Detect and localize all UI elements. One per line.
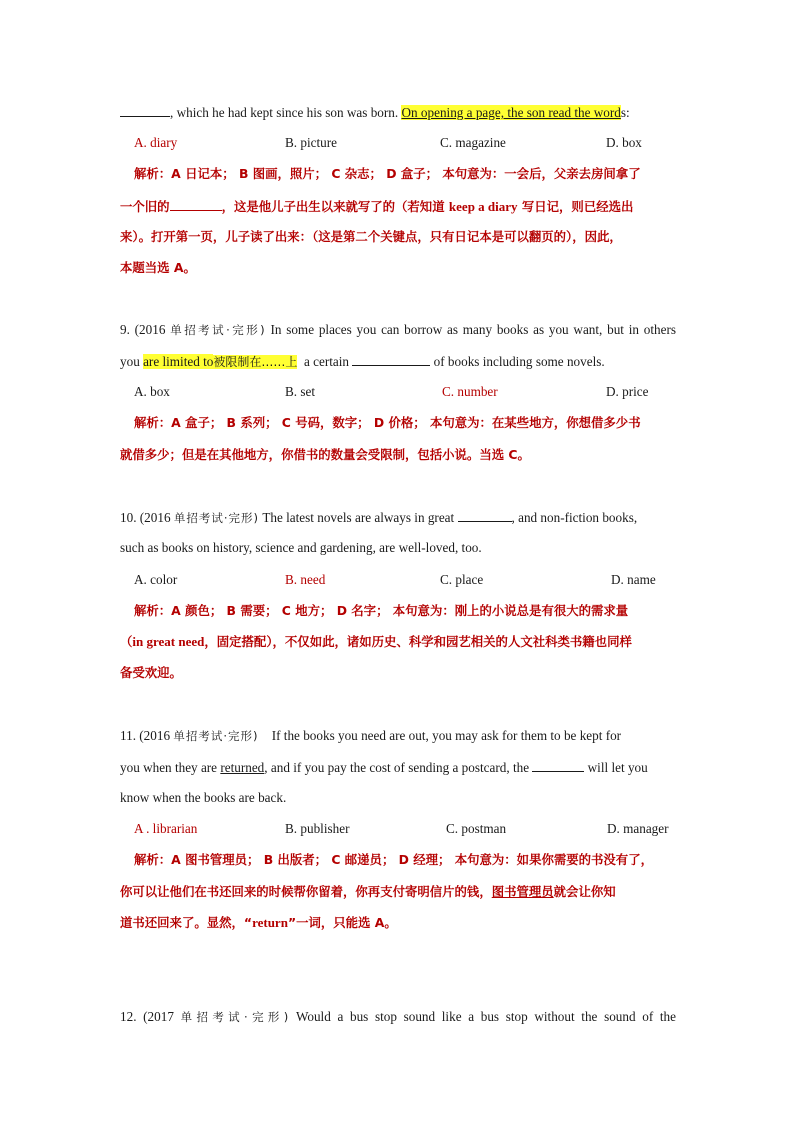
- q11-options: [0, 821, 794, 837]
- q12-source: 单招考试·完形): [180, 1010, 290, 1024]
- q10-option-d: D. name: [611, 572, 656, 587]
- q11-stem-line2: you when they are returned, and if you pay the cost of sending a postcard, the will let you: [120, 760, 648, 775]
- q8-option-d: D. box: [606, 135, 642, 150]
- q8-highlight: On opening a page, the son read the word: [401, 105, 621, 120]
- q10-stem-line2: such as books on history, science and gardening, are well-loved, too.: [120, 540, 482, 555]
- q8-explanation-line2: 一个旧的 ，这是他儿子出生以来就写了的（若知道 keep a diary 写日记，则已经选出: [120, 199, 634, 214]
- q11-explanation-line1: 解析：A 图书管理员； B 出版者； C 邮递员； D 经理； 本句意为：如果你需要的书没有了，: [134, 852, 653, 867]
- q9-explanation-line1: 解析：A 盒子； B 系列； C 号码，数字； D 价格； 本句意为：在某些地方，你想借多少书: [134, 415, 641, 430]
- q8-explanation-line1: 解析：A 日记本； B 图画，照片； C 杂志； D 盒子； 本句意为：一会后，父亲去房间拿了: [134, 166, 641, 181]
- q10-options: [0, 572, 794, 588]
- q9-explanation-line2: 就借多少；但是在其他地方，你借书的数量会受限制，包括小说。当选 C。: [120, 447, 530, 462]
- q10-source: 单招考试·完形): [173, 511, 260, 525]
- q10-option-a: A. color: [134, 572, 178, 587]
- q10-option-c: C. place: [440, 572, 484, 587]
- q8-text-end: s:: [620, 105, 630, 120]
- answer-blank: [458, 509, 512, 522]
- q10-explanation-line3: 备受欢迎。: [120, 665, 182, 680]
- q8-option-c: C. magazine: [440, 135, 506, 150]
- q8-explanation-line4: 本题当选 A。: [120, 260, 196, 275]
- q11-option-d: D. manager: [607, 821, 669, 836]
- q8-options: [0, 135, 794, 151]
- q11-option-a: A . librarian: [134, 821, 198, 836]
- q9-stem-line1: 9. (2016 单招考试·完形) In some places you can borrow as many books as you want, but in others: [120, 322, 676, 337]
- q11-option-c: C. postman: [446, 821, 507, 836]
- q12-stem-line1: 12. (2017 单招考试·完形) Would a bus stop sound like a bus stop without the sound of the: [120, 1009, 677, 1024]
- q11-underlined-word: returned: [220, 760, 265, 775]
- q11-stem-line1: 11. (2016 单招考试·完形) If the books you need are out, you may ask for them to be kept for: [120, 728, 622, 743]
- q10-explanation-line1: 解析：A 颜色； B 需要； C 地方； D 名字； 本句意为：刚上的小说总是有很大的需求量: [134, 603, 629, 618]
- q10-stem-line1: 10. (2016 单招考试·完形) The latest novels are always in great , and non-fiction books,: [120, 510, 638, 525]
- q8-option-b: B. picture: [285, 135, 338, 150]
- q8-text: , which he had kept since his son was born.: [170, 105, 399, 120]
- q9-option-b: B. set: [285, 384, 316, 399]
- answer-blank: [532, 759, 584, 772]
- q9-stem-line2: you are limited to被限制在……上 a certain of books including some novels.: [120, 354, 605, 369]
- q11-option-b: B. publisher: [285, 821, 350, 836]
- answer-blank: [352, 353, 430, 366]
- q9-option-d: D. price: [606, 384, 649, 399]
- q10-option-b: B. need: [285, 572, 326, 587]
- q9-source: 单招考试·完形): [170, 323, 266, 337]
- q8-stem-line: [120, 104, 676, 121]
- q10-explanation-line2: （in great need，固定搭配），不仅如此，诸如历史、科学和园艺相关的人文社科类书籍也同样: [120, 634, 632, 649]
- q8-explanation-line3: 来）。打开第一页，儿子读了出来：（这是第二个关键点，只有日记本是可以翻页的），因此，: [120, 229, 622, 244]
- q11-stem-line3: know when the books are back.: [120, 790, 287, 805]
- q9-highlight: are limited to: [143, 354, 214, 369]
- q8-option-a: A. diary: [134, 135, 178, 150]
- q11-explanation-line2: 你可以让他们在书还回来的时候帮你留着，你再支付寄明信片的钱，图书管理员就会让你知: [120, 884, 616, 899]
- q9-option-c: C. number: [442, 384, 498, 399]
- q11-source: 单招考试·完形): [173, 729, 259, 743]
- q9-option-a: A. box: [134, 384, 170, 399]
- q9-options: [0, 384, 794, 400]
- answer-blank: [120, 104, 170, 117]
- q9-highlight-note: 被限制在……上: [213, 355, 298, 369]
- q11-explanation-line3: 道书还回来了。显然，“return”一词，只能选 A。: [120, 915, 397, 930]
